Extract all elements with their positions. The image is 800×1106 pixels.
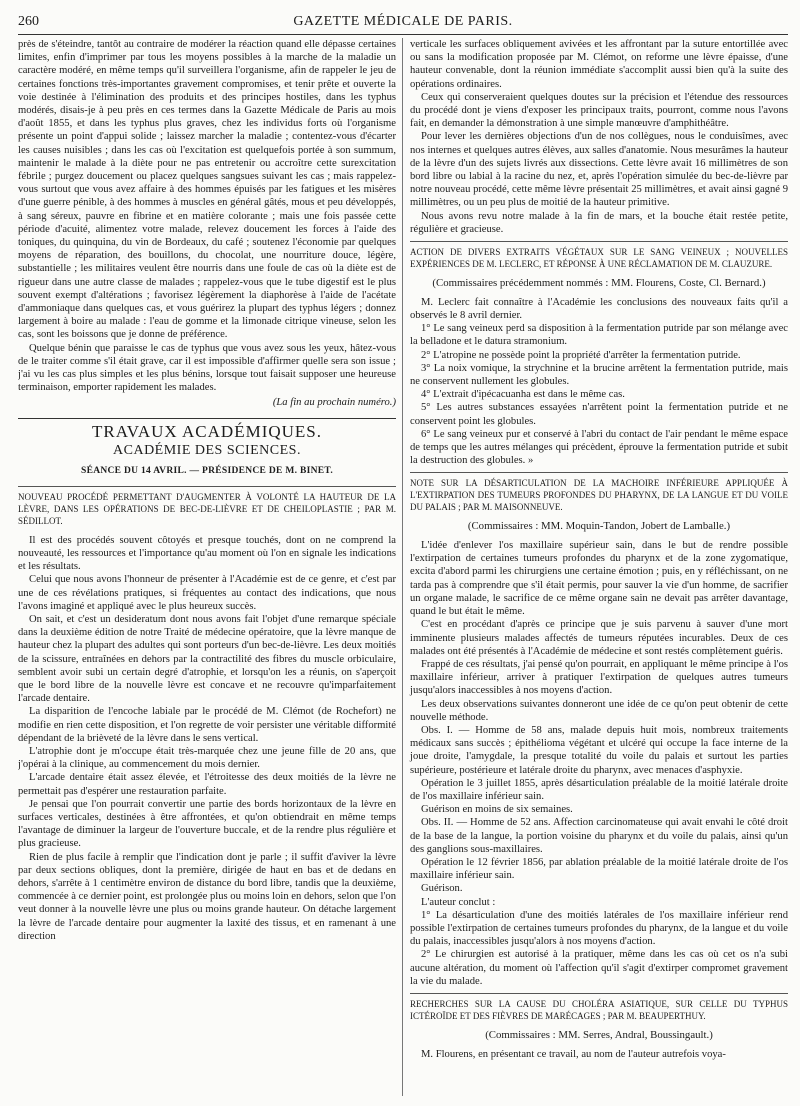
list-item: 4° L'extrait d'ipécacuanha est dans le même cas. (421, 389, 625, 401)
paragraph: Il est des procédés souvent côtoyés et presque touchés, dont on ne comprend la nouveauté, les ressources et l'importance qu'au moment où l'on en signale les indications et les résultats. (18, 534, 396, 573)
list-item: 3° La noix vomique, la strychnine et la brucine arrêtent la fermentation putride, mais ne conservent nullement les globules. (410, 362, 788, 388)
paragraph: Les deux observations suivantes donneront une idée de ce qu'on peut obtenir de cette nouvelle méthode. (410, 698, 788, 723)
paragraph: Je pensai que l'on pourrait convertir une partie des bords horizontaux de la lèvre en surfaces verticales, destinées à être affrontées, et qu'on obtiendrait en même temps l'avantage de diminuer la largeur de l'ouverture buccale, et de la rendre plus régulière et plus gracieuse. (18, 798, 396, 850)
paragraph: L'arcade dentaire était assez élevée, et l'étroitesse des deux moitiés de la lèvre ne permettait pas d'espérer une restauration parfaite. (18, 772, 396, 797)
right-column (402, 38, 788, 1096)
columns (18, 38, 788, 1096)
divider (18, 486, 396, 487)
section-title: TRAVAUX ACADÉMIQUES. (91, 421, 322, 441)
paragraph: M. Leclerc fait connaître à l'Académie les conclusions des nouveaux faits qu'il a observés le 8 avril dernier. (410, 296, 788, 322)
left-column (18, 38, 402, 1096)
subsection-title: ACADÉMIE DES SCIENCES. (113, 442, 301, 458)
paragraph: Ceux qui conserveraient quelques doutes sur la précision et l'étendue des ressources du procédé dont je viens d'exposer les principaux traits, pourront, comme nous l'avons fait, en demander la démonstration à une simple manœuvre d'amphithéâtre. (410, 91, 788, 130)
committee-line: (Commissaires précédemment nommés : MM. Flourens, Coste, Cl. Bernard.) (432, 276, 766, 289)
paragraph: Frappé de ces résultats, j'ai pensé qu'on pourrait, en appliquant le même principe à l'os maxillaire inférieur, arriver à pratiquer l'extirpation de quelques autres tumeurs jusqu'alors inaccessibles à nos moyens d'action. (410, 658, 788, 697)
article-heading: NOTE SUR LA DÉSARTICULATION DE LA MACHOIRE INFÉRIEURE APPLIQUÉE À L'EXTIRPATION DES TUMEURS PROFONDES DU PHARYNX, DE LA LANGUE ET DU VOILE DU PALAIS ; PAR M. MAISONNEUVE. (410, 478, 788, 513)
continuation-note: (La fin au prochain numéro.) (272, 397, 396, 409)
paragraph: La disparition de l'encoche labiale par le procédé de M. Clémot (de Rochefort) ne modifie en rien cette disposition, et l'on regrette de voir persister une véritable difformité dépendant de la brièveté de la lèvre dans le sens vertical. (18, 706, 396, 744)
article-heading: ACTION DE DIVERS EXTRAITS VÉGÉTAUX SUR LE SANG VEINEUX ; NOUVELLES EXPÉRIENCES DE M. LECLERC, ET RÉPONSE À UNE RÉCLAMATION DE M. CLAUZURE. (410, 247, 788, 269)
list-item: 1° Le sang veineux perd sa disposition à la fermentation putride par son mélange avec la belladone et le datura stramonium. (410, 323, 788, 348)
paragraph: Opération le 3 juillet 1855, après désarticulation préalable de la moitié latérale droite de l'os maxillaire inférieur sain. (410, 777, 788, 802)
list-item: 6° Le sang veineux pur et conservé à l'abri du contact de l'air pendant le même espace de temps que les autres mélanges qui précèdent, éprouve la fermentation putride et subit la destruction des globules. » (410, 428, 788, 467)
list-item: 2° L'atropine ne possède point la propriété d'arrêter la fermentation putride. (421, 349, 741, 361)
paragraph: Nous avons revu notre malade à la fin de mars, et la bouche était restée petite, régulière et gracieuse. (410, 210, 788, 235)
committee-line: (Commissaires : MM. Moquin-Tandon, Jobert de Lamballe.) (467, 519, 731, 532)
paragraph: Obs. I. — Homme de 58 ans, malade depuis huit mois, nombreux traitements médicaux sans succès ; épithélioma végétant et ulcéré qui occupe la face interne de la joue droite, l'amygdale, la presque totalité du voile du palais et surtout les parties supérieure, postérieure et latérale droite du pharynx, avec menaces d'asphyxie. (410, 724, 788, 776)
paragraph: verticale les surfaces obliquement avivées et les affrontant par la suture entortillée avec ou sans la modification proposée par M. Clémot, on reforme une lèvre épaisse, d'une hauteur convenable, dont la réunion immédiate s'accomplit aussi bien qu'à la suite des opérations ordinaires. (410, 39, 788, 90)
list-item: 5° Les autres substances essayées n'arrêtent point la fermentation putride et ne conservent point les globules. (410, 402, 788, 427)
article-heading: RECHERCHES SUR LA CAUSE DU CHOLÉRA ASIATIQUE, SUR CELLE DU TYPHUS ICTÉROÏDE ET DES FIÈVRES DE MARÉCAGES ; PAR M. BEAUPERTHUY. (410, 998, 788, 1021)
paragraph: C'est en procédant d'après ce principe que je suis parvenu à sauver d'une mort imminente plusieurs malades affectés de tumeurs réputées incurables. Deux de ces malades ont été présentés à l'Académie de médecine et sont restés complètement guéris. (410, 619, 788, 657)
paragraph: près de s'éteindre, tantôt au contraire de modérer la réaction quand elle dépasse certaines limites, enfin d'imprimer par tous les moyens possibles à la marche de la maladie un caractère modéré, en même temps qu'il surveillera l'organisme, afin de rappeler le jeu de certaines fonctions très-importantes gravement compromises, et tenir prête et ouverte la voie destinée à l'élimination des produits et des principes hostiles, dans les typhus modérés, disais-je à peu près en ces termes dans la Gazette Médicale de Paris au mois d'août 1855, et dans les typhus plus graves, chez les individus forts où l'organisme présente un point d'appui solide ; laissez marcher la maladie ; contentez-vous d'écarter les causes nuisibles ; dans les cas où l'excitation est quelquefois portée à son summum, maintenir le malade à la diète pour ne pas entretenir ou accroître cette surexcitation fébrile ; purgez doucement ou placez quelques sangsues suivant les cas ; mais rappelez-vous surtout que vous avez affaire à des hommes épuisés par les fatigues et les misères d'une guerre pénible, à des hommes à muscles en général gâtés, mous et peu développés, à sang séreux, pauvre en fibrine et en matière colorante ; mais une fois passée cette période d'acuité, alimentez votre malade, relevez doucement les forces à l'aide des toniques, du quinquina, du vin de Bordeaux, du café ; soutenez l'économie par quelques moyens de réparation, des bouillons, du chocolat, une nourriture douce, légère, substantielle ; les militaires veulent être nourris dans une foule de cas où la diète est de rigueur dans une autre classe de malades ; rappelez-vous que le tube digestif est le plus souvent exempt d'altérations ; favorisez légèrement la diaphorèse à l'aide de l'acétate d'ammoniaque dans quelques cas, et vous guérirez la plupart des typhus légers ; donnez largement à boire au malade : l'eau de gomme et la limonade citrique vineuse, selon les cas, sont les boissons que je donne de préférence. (18, 39, 396, 341)
paragraph: L'idée d'enlever l'os maxillaire supérieur sain, dans le but de rendre possible l'extirpation de certaines tumeurs profondes du pharynx et de la zone zygomatique, excita d'abord parmi les chirurgiens une certaine émotion ; puis, en y réfléchissant, on ne tarda pas à comprendre que s'il était permis, pour sauver la vie d'un homme, de sacrifier un organe malade, le sacrifice de ce même organe sain ne devait pas arrêter davantage, quand le but était le même. (410, 540, 788, 618)
paragraph: Rien de plus facile à remplir que l'indication dont je parle ; il suffit d'aviver la lèvre par deux sections obliques, dont la première, dirigée de haut en bas et de dedans en dehors, s'arrête à 1 centimètre environ de distance du bord libre, tandis que la deuxième, commencée à ce dernier point, est prolongée plus ou moins loin en dehors, selon que l'on veut donner à la nouvelle lèvre une plus ou moins grande hauteur. On détache largement la lèvre de l'arcade dentaire pour augmenter la laxité des tissus, et en ramenant à une direction (18, 851, 396, 942)
paragraph: Pour lever les dernières objections d'un de nos collègues, nous le conduisîmes, avec nos internes et quelques autres élèves, aux salles d'anatomie. Nous mesurâmes la hauteur de la lèvre d'un des sujets livrés aux dissections. Cette lèvre avait 16 millimètres de son bord libre ou labial à la racine du nez, et, après l'opération simulée du bec-de-lièvre par notre nouveau procédé, cette même lèvre présentait 25 millimètres, et avait ainsi gagné 9 millimètres, ou un peu plus de moitié de la hauteur primitive. (410, 131, 788, 209)
paragraph: L'auteur conclut : (421, 896, 496, 908)
running-head (18, 12, 788, 35)
list-item: 1° La désarticulation d'une des moitiés latérales de l'os maxillaire inférieur rend possible l'extirpation de certaines tumeurs profondes du pharynx, de la langue et du voile du palais, inaccessibles jusqu'alors à nos moyens d'action. (410, 909, 788, 948)
committee-line: (Commissaires : MM. Serres, Andral, Boussingault.) (485, 1028, 713, 1041)
paragraph: Obs. II. — Homme de 52 ans. Affection carcinomateuse qui avait envahi le côté droit de la base de la langue, la portion voisine du pharynx et du voile du palais, ainsi qu'un des ganglions sous-maxillaires. (410, 817, 788, 855)
paragraph: Quelque bénin que paraisse le cas de typhus que vous avez sous les yeux, hâtez-vous de le traiter comme s'il était grave, car il est impossible d'affirmer quelle sera son issue ; j'ai vu les cas plus simples et les plus bénins, lorsque tout faisait supposer une heureuse terminaison, emporter rapidement les malades. (18, 342, 396, 394)
divider (410, 993, 788, 994)
list-item: 2° Le chirurgien est autorisé à la pratiquer, même dans les cas où cet os n'a subi aucune altération, du moment où l'affection qu'il s'agit d'extirper compromet gravement la vie du malade. (410, 949, 788, 987)
paragraph: On sait, et c'est un desideratum dont nous avons fait l'objet d'une remarque spéciale dans la deuxième édition de notre Traité de médecine opératoire, que la lèvre manque de hauteur chez la plupart des adultes qui sont porteurs d'un bec-de-lièvre. Les deux moitiés de la scissure, entraînées en dehors par la contractilité des fibres du muscle orbiculaire, semblent avoir subi un certain degré d'atrophie, et lorsqu'on les a réunis, on s'aperçoit que le bord libre de la nouvelle lèvre est concave et ne recouvre qu'imparfaitement l'arcade dentaire. (18, 613, 396, 705)
paragraph: L'atrophie dont je m'occupe était très-marquée chez une jeune fille de 20 ans, que j'opérai à la clinique, au commencement du mois dernier. (18, 745, 396, 771)
divider (410, 241, 788, 242)
section-rule (18, 418, 396, 419)
paragraph: Celui que nous avons l'honneur de présenter à l'Académie est de ce genre, et c'est par une de ces révélations pratiques, si fréquentes au contact des indications, que nous l'avons imaginé et appliqué avec le plus heureux succès. (18, 574, 396, 612)
paragraph: Guérison en moins de six semaines. (421, 804, 573, 816)
paragraph: M. Flourens, en présentant ce travail, au nom de l'auteur autrefois voya- (421, 1048, 726, 1060)
paragraph: Opération le 12 février 1856, par ablation préalable de la moitié latérale droite de l'os maxillaire inférieur sain. (410, 856, 788, 882)
article-heading: NOUVEAU PROCÉDÉ PERMETTANT D'AUGMENTER À VOLONTÉ LA HAUTEUR DE LA LÈVRE, DANS LES OPÉRATIONS DE BEC-DE-LIÈVRE ET DE CHEILOPLASTIE ; PAR M. SÉDILLOT. (18, 492, 396, 526)
session-line: SÉANCE DU 14 AVRIL. — PRÉSIDENCE DE M. BINET. (80, 466, 333, 477)
journal-title: GAZETTE MÉDICALE DE PARIS. (293, 14, 513, 29)
paragraph: Guérison. (421, 883, 463, 895)
divider (410, 472, 788, 473)
page-number: 260 (18, 14, 39, 29)
